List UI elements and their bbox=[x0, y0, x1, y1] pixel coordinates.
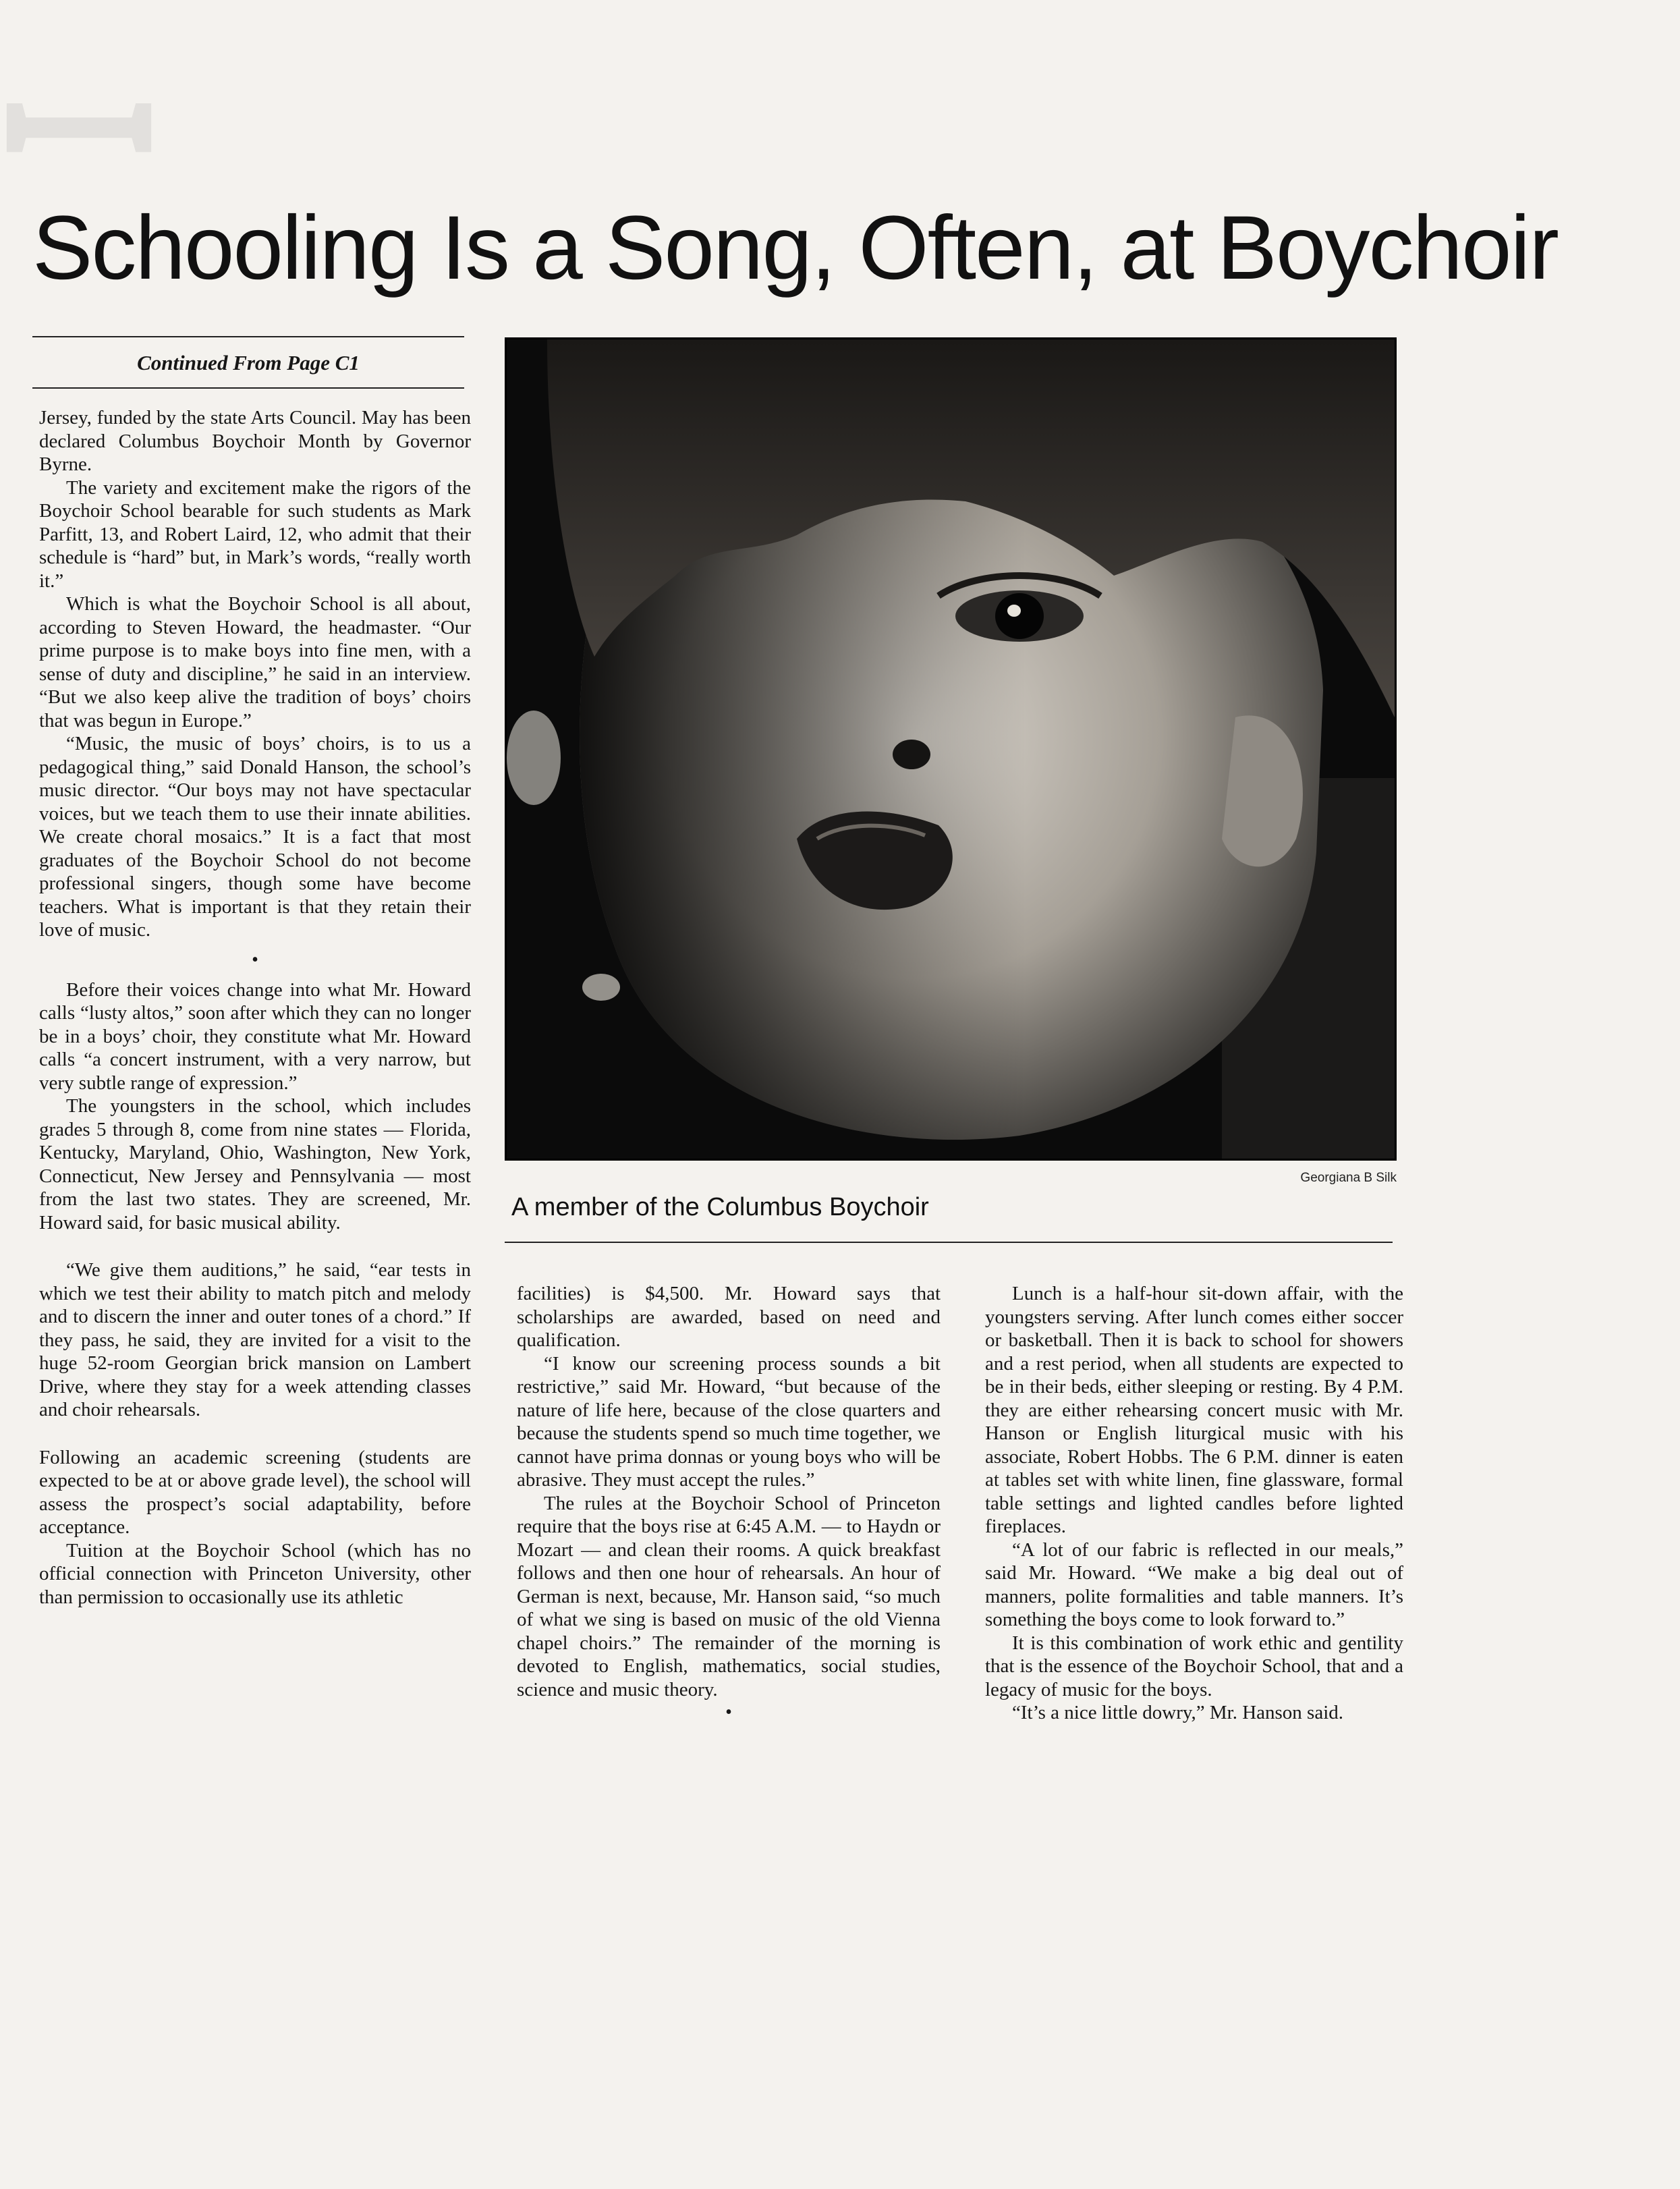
headline: Schooling Is a Song, Often, at Boychoir bbox=[32, 198, 1558, 298]
section-divider-dot: • bbox=[725, 1702, 732, 1723]
article-column-2 bbox=[517, 1282, 941, 1724]
section-divider-dot: • bbox=[252, 949, 258, 970]
photo-illustration bbox=[507, 339, 1395, 1159]
paragraph: The variety and excitement make the rigors of the Boychoir School bearable for such students as Mark Parfitt, 13, and Robert Laird, 12, who admit that their schedule is “hard” but, in Mark’s words, “really worth it.” bbox=[39, 476, 471, 592]
paragraph: Which is what the Boychoir School is all about, according to Steven Howard, the headmaster. “Our prime purpose is to make boys into fine men, with a sense of duty and discipline,” he said in an interview. “But we also keep alive the tradition of boys’ choirs that was begun in Europe.” bbox=[39, 593, 471, 731]
paragraph: The rules at the Boychoir School of Princeton require that the boys rise at 6:45 A.M. — to Haydn or Mozart — and clean their rooms. A quick breakfast follows and then one hour of rehearsals. An hour of German is next, because, Mr. Hanson said, “so much of what we sing is based on music of the old Vienna chapel choirs.” The remainder of the morning is devoted to English, mathematics, social studies, science and music theory. bbox=[517, 1492, 941, 1700]
paragraph: It is this combination of work ethic and gentility that is the essence of the Boychoir School, that and a legacy of music for the boys. bbox=[985, 1632, 1403, 1700]
paragraph: “It’s a nice little dowry,” Mr. Hanson said. bbox=[1012, 1702, 1344, 1723]
paragraph: Tuition at the Boychoir School (which has no official connection with Princeton University, other than permission to occasionally use its athletic bbox=[39, 1539, 471, 1608]
top-rule bbox=[32, 336, 464, 337]
article-column-3 bbox=[985, 1282, 1403, 1725]
caption-rule bbox=[505, 1242, 1393, 1243]
paragraph: “I know our screening process sounds a bit restrictive,” said Mr. Howard, “but because of the nature of life here, because of the close quarters and because the students spend so much time together, we cannot have prima donnas or young boys who will be abrasive. They must accept the rules.” bbox=[517, 1352, 941, 1491]
paragraph: facilities) is $4,500. Mr. Howard says that scholarships are awarded, based on need and qualification. bbox=[517, 1283, 941, 1351]
paragraph: “We give them auditions,” he said, “ear tests in which we test their ability to match pitch and melody and to discern the inner and outer tones of a chord.” If they pass, he said, they are invited for a visit to the huge 52-room Georgian brick mansion on Lambert Drive, where they stay for a week attending classes and choir rehearsals. bbox=[39, 1259, 471, 1420]
faded-masthead-bleedthrough: ꟷ bbox=[0, 47, 155, 216]
paragraph: Jersey, funded by the state Arts Council. May has been declared Columbus Boychoir Month by Governor Byrne. bbox=[39, 407, 471, 475]
paragraph: Following an academic screening (students are expected to be at or above grade level), the school will assess the prospect’s social adaptability, before acceptance. bbox=[39, 1446, 471, 1538]
article-column-1 bbox=[39, 406, 471, 1609]
paragraph: “A lot of our fabric is reflected in our meals,” said Mr. Howard. “We make a big deal out of manners, polite formalities and table manners. It’s something the boys come to look forward to.” bbox=[985, 1539, 1403, 1630]
paragraph: “Music, the music of boys’ choirs, is to us a pedagogical thing,” said Donald Hanson, the school’s music director. “Our boys may not have spectacular voices, but we teach them to use their innate abilities. We create choral mosaics.” It is a fact that most graduates of the Boychoir School do not become professional singers, though some have become teachers. What is important is that they retain their love of music. bbox=[39, 733, 471, 941]
continued-rule bbox=[32, 387, 464, 389]
paragraph: Before their voices change into what Mr. Howard calls “lusty altos,” soon after which they can no longer be in a boys’ choir, they constitute what Mr. Howard calls “a concert instrument, with a very narrow, but very subtle range of expression.” bbox=[39, 978, 471, 1094]
paragraph: The youngsters in the school, which includes grades 5 through 8, come from nine states — Florida, Kentucky, Maryland, Ohio, Washington, New York, Connecticut, New Jersey and Pennsylvania — most from the last two states. They are screened, Mr. Howard said, for basic musical ability. bbox=[39, 1095, 471, 1234]
continued-from-label: Continued From Page C1 bbox=[137, 351, 360, 375]
photo-caption: A member of the Columbus Boychoir bbox=[511, 1193, 929, 1221]
photo-credit: Georgiana B Silk bbox=[1300, 1171, 1397, 1185]
paragraph: Lunch is a half-hour sit-down affair, with the youngsters serving. After lunch comes either soccer or basketball. Then it is back to school for showers and a rest period, when all students are expected to be in their beds, either sleeping or resting. By 4 P.M. they are either rehearsing concert music with Mr. Hanson or English liturgical music with his associate, Robert Hobbs. The 6 P.M. dinner is eaten at tables set with white linen, fine glassware, formal table settings and lighted candles before lighted fireplaces. bbox=[985, 1283, 1403, 1537]
boychoir-member-photo bbox=[505, 337, 1397, 1161]
